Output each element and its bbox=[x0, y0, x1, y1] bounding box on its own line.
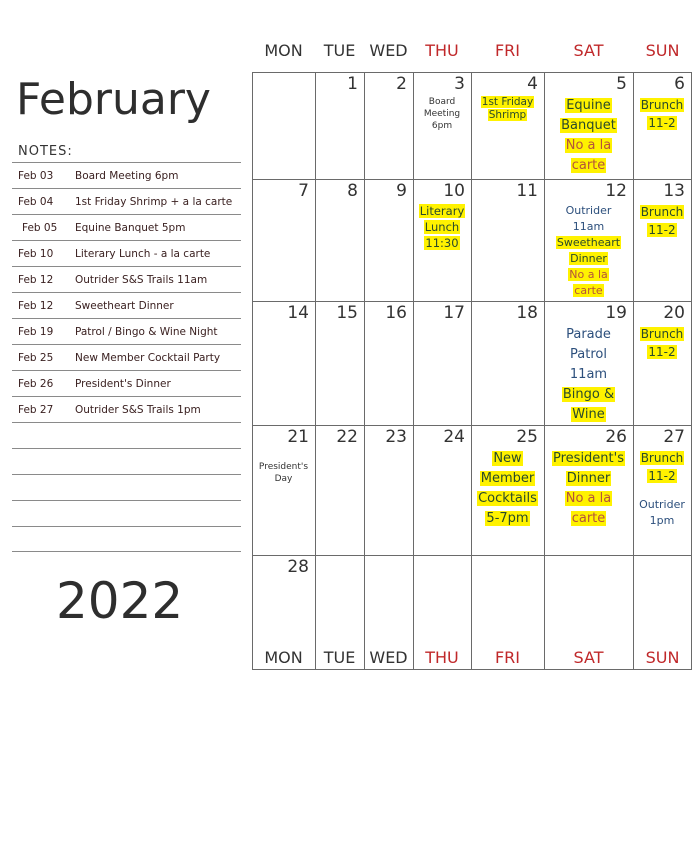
weekday-header-top bbox=[252, 41, 692, 63]
day-cell[interactable] bbox=[252, 301, 315, 425]
day-number: 4 bbox=[527, 74, 538, 94]
day-number: 7 bbox=[298, 181, 309, 201]
note-row bbox=[12, 474, 241, 500]
day-number: 8 bbox=[347, 181, 358, 201]
note-date: Feb 03 bbox=[18, 170, 54, 182]
weekday-fri: FRI bbox=[494, 648, 521, 667]
day-number: 6 bbox=[674, 74, 685, 94]
day-number: 17 bbox=[443, 303, 465, 323]
event-brunch: Brunch 11-2 bbox=[640, 98, 684, 130]
day-number: 24 bbox=[443, 427, 465, 447]
note-date: Feb 26 bbox=[18, 378, 54, 390]
day-cell[interactable] bbox=[413, 425, 471, 555]
note-row bbox=[12, 214, 241, 240]
note-text: Outrider S&S Trails 11am bbox=[75, 274, 208, 286]
weekday-fri: FRI bbox=[494, 41, 521, 60]
day-number: 15 bbox=[336, 303, 358, 323]
event-brunch: Brunch 11-2 bbox=[640, 327, 684, 359]
note-row bbox=[12, 240, 241, 266]
day-number: 2 bbox=[396, 74, 407, 94]
event-first-friday-shrimp: 1st Friday Shrimp bbox=[481, 96, 534, 121]
note-text: New Member Cocktail Party bbox=[75, 352, 221, 364]
day-number: 20 bbox=[663, 303, 685, 323]
note-text: Sweetheart Dinner bbox=[75, 300, 174, 312]
weekday-wed: WED bbox=[369, 648, 408, 667]
day-number: 13 bbox=[663, 181, 685, 201]
day-number: 5 bbox=[616, 74, 627, 94]
day-cell[interactable] bbox=[315, 179, 364, 301]
year-label: 2022 bbox=[56, 572, 184, 630]
event-outrider-sweetheart: Outrider 11am Sweetheart Dinner No a la carte bbox=[556, 204, 621, 297]
day-cell[interactable] bbox=[633, 301, 691, 425]
note-row bbox=[12, 266, 241, 292]
day-number: 11 bbox=[516, 181, 538, 201]
event-parade-patrol-bingo: Parade Patrol 11am Bingo & Wine bbox=[562, 327, 615, 422]
note-text: Patrol / Bingo & Wine Night bbox=[75, 326, 218, 338]
day-number: 14 bbox=[287, 303, 309, 323]
weekday-sat: SAT bbox=[573, 41, 604, 60]
day-cell[interactable] bbox=[315, 72, 364, 179]
note-row bbox=[12, 162, 241, 188]
note-date: Feb 04 bbox=[18, 196, 54, 208]
day-cell[interactable] bbox=[364, 301, 413, 425]
note-row bbox=[12, 526, 241, 552]
weekday-sun: SUN bbox=[645, 41, 680, 60]
day-cell[interactable] bbox=[471, 72, 544, 179]
day-number: 3 bbox=[454, 74, 465, 94]
day-cell[interactable] bbox=[413, 179, 471, 301]
note-text: Equine Banquet 5pm bbox=[75, 222, 186, 234]
notes-list bbox=[12, 162, 241, 552]
note-date: Feb 12 bbox=[18, 300, 54, 312]
day-number: 26 bbox=[605, 427, 627, 447]
note-row bbox=[12, 292, 241, 318]
day-number: 1 bbox=[347, 74, 358, 94]
day-cell[interactable] bbox=[364, 179, 413, 301]
note-row bbox=[12, 500, 241, 526]
day-cell[interactable] bbox=[633, 425, 691, 555]
day-cell[interactable] bbox=[633, 72, 691, 179]
day-cell[interactable] bbox=[471, 179, 544, 301]
day-cell[interactable] bbox=[544, 179, 633, 301]
note-text: 1st Friday Shrimp + a la carte bbox=[75, 196, 233, 208]
note-row bbox=[12, 422, 241, 448]
day-number: 12 bbox=[605, 181, 627, 201]
note-text: President's Dinner bbox=[75, 378, 171, 390]
weekday-mon: MON bbox=[264, 41, 303, 60]
note-date: Feb 19 bbox=[18, 326, 54, 338]
note-date: Feb 05 bbox=[22, 222, 58, 234]
note-row bbox=[12, 448, 241, 474]
day-number: 23 bbox=[385, 427, 407, 447]
day-cell[interactable] bbox=[471, 425, 544, 555]
notes-label: NOTES: bbox=[18, 144, 73, 159]
day-cell[interactable] bbox=[633, 179, 691, 301]
event-board-meeting: Board Meeting 6pm bbox=[423, 97, 461, 131]
day-cell[interactable] bbox=[315, 301, 364, 425]
weekday-sun: SUN bbox=[645, 648, 680, 667]
day-cell[interactable] bbox=[252, 179, 315, 301]
day-number: 9 bbox=[396, 181, 407, 201]
note-date: Feb 25 bbox=[18, 352, 54, 364]
calendar-grid bbox=[252, 72, 692, 670]
day-cell[interactable] bbox=[252, 425, 315, 555]
weekday-tue: TUE bbox=[323, 648, 356, 667]
event-new-member-cocktails: New Member Cocktails 5-7pm bbox=[478, 451, 537, 526]
event-equine-banquet: Equine Banquet No a la carte bbox=[561, 98, 616, 173]
day-number: 18 bbox=[516, 303, 538, 323]
day-number: 16 bbox=[385, 303, 407, 323]
weekday-wed: WED bbox=[369, 41, 408, 60]
month-title: February bbox=[16, 74, 211, 125]
day-cell[interactable] bbox=[544, 425, 633, 555]
day-number: 27 bbox=[663, 427, 685, 447]
weekday-sat: SAT bbox=[573, 648, 604, 667]
event-presidents-dinner: President's Dinner No a la carte bbox=[553, 451, 624, 526]
day-number: 28 bbox=[287, 557, 309, 577]
day-cell[interactable] bbox=[413, 72, 471, 179]
event-brunch: Brunch 11-2 bbox=[640, 205, 684, 237]
weekday-tue: TUE bbox=[323, 41, 356, 60]
day-number: 19 bbox=[605, 303, 627, 323]
day-cell[interactable] bbox=[544, 301, 633, 425]
event-presidents-day: President's Day bbox=[258, 462, 309, 484]
note-date: Feb 27 bbox=[18, 404, 54, 416]
day-cell[interactable] bbox=[544, 72, 633, 179]
event-literary-lunch: Literary Lunch 11:30 bbox=[419, 204, 465, 250]
weekday-mon: MON bbox=[264, 648, 303, 667]
day-cell[interactable] bbox=[471, 301, 544, 425]
note-text: Outrider S&S Trails 1pm bbox=[75, 404, 201, 416]
weekday-thu: THU bbox=[425, 41, 459, 60]
weekday-thu: THU bbox=[425, 648, 459, 667]
event-brunch-outrider: Brunch 11-2 Outrider 1pm bbox=[639, 451, 685, 527]
note-date: Feb 10 bbox=[18, 248, 54, 260]
note-date: Feb 12 bbox=[18, 274, 54, 286]
note-row bbox=[12, 396, 241, 422]
day-cell[interactable] bbox=[413, 301, 471, 425]
day-cell[interactable] bbox=[364, 72, 413, 179]
day-cell[interactable] bbox=[315, 425, 364, 555]
day-number: 25 bbox=[516, 427, 538, 447]
day-number: 22 bbox=[336, 427, 358, 447]
note-row bbox=[12, 344, 241, 370]
note-text: Literary Lunch - a la carte bbox=[75, 248, 211, 260]
note-row bbox=[12, 370, 241, 396]
note-row bbox=[12, 318, 241, 344]
weekday-header-bottom bbox=[252, 648, 692, 670]
day-cell[interactable] bbox=[364, 425, 413, 555]
note-text: Board Meeting 6pm bbox=[75, 170, 179, 182]
day-number: 10 bbox=[443, 181, 465, 201]
day-number: 21 bbox=[287, 427, 309, 447]
note-row bbox=[12, 188, 241, 214]
